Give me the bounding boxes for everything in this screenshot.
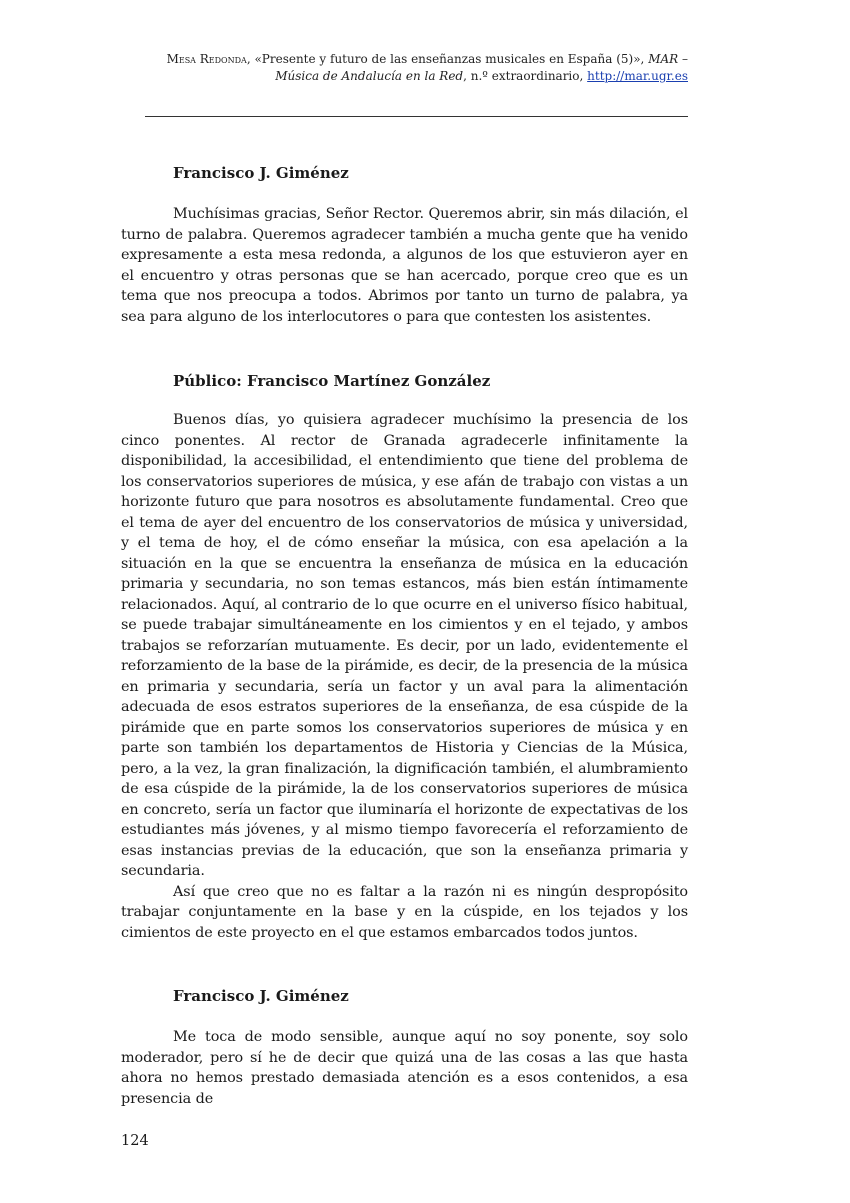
body-paragraph: Me toca de modo sensible, aunque aquí no soy ponente, soy solo moderador, pero sí he de decir que quizá una de las cosas a las que hasta ahora no hemos prestado demasiada atención es a esos contenidos, a esa presencia de (121, 1029, 688, 1107)
header-journal: MAR – Música de Andalucía en la Red (275, 52, 688, 83)
page-number: 124 (121, 1133, 149, 1149)
body-paragraph: Así que creo que no es faltar a la razón ni es ningún despropósito trabajar conjuntamente en la base y en la cúspide, en los tejados y los cimientos de este proyecto en el que estamos embarcados todos juntos. (121, 883, 688, 941)
body-paragraph: Muchísimas gracias, Señor Rector. Queremos abrir, sin más dilación, el turno de palabra. Queremos agradecer también a mucha gente que ha venido expresamente a esta mesa redonda, a algunos de los que estuvieron ayer en el encuentro y otras personas que se han acercado, porque creo que es un tema que nos preocupa a todos. Abrimos por tanto un turno de palabra, ya sea para alguno de los interlocutores o para que contesten los asistentes. (121, 206, 688, 325)
body-paragraph: Buenos días, yo quisiera agradecer muchísimo la presencia de los cinco ponentes. Al rector de Granada agradecerle infinitamente la disponibilidad, la accesibilidad, el entendimiento que tiene del problema de los conservatorios superiores de música, y ese afán de trabajo con vistas a un horizonte futuro que para nosotros es absolutamente fundamental. Creo que el tema de ayer del encuentro de los conservatorios de música y universidad, y el tema de hoy, el de cómo enseñar la música, con esa apelación a la situación en la que se encuentra la enseñanza de música en la educación primaria y secundaria, no son temas estancos, más bien están íntimamente relacionados. Aquí, al contrario de lo que ocurre en el universo físico habitual, se puede trabajar simultáneamente en los cimientos y en el tejado, y ambos trabajos se reforzarían mutuamente. Es decir, por un lado, evidentemente el reforzamiento de la base de la pirámide, es decir, de la presencia de la música en primaria y secundaria, sería un factor y un aval para la alimentación adecuada de esos estratos superiores de la enseñanza, de esa cúspide de la pirámide que en parte somos los conservatorios superiores de música y en parte son también los departamentos de Historia y Ciencias de la Música, pero, a la vez, la gran finalización, la dignificación también, el alumbramiento de esa cúspide de la pirámide, la de los conservatorios superiores de música en concreto, sería un factor que iluminaría el horizonte de expectativas de los estudiantes más jóvenes, y al mismo tiempo favorecería el reforzamiento de esas instancias previas de la educación, que son la enseñanza primaria y secundaria. (121, 412, 688, 879)
speaker-heading: Francisco J. Giménez (173, 164, 349, 182)
speaker-heading: Francisco J. Giménez (173, 987, 349, 1005)
running-header (120, 51, 688, 85)
document-body (121, 162, 688, 1109)
header-issue: , n.º extraordinario, (463, 69, 588, 83)
header-title: , «Presente y futuro de las enseñanzas musicales en España (5)», (246, 52, 649, 66)
header-url-link[interactable]: http://mar.ugr.es (587, 69, 688, 83)
header-divider (145, 116, 688, 117)
header-author: Mesa Redonda (166, 52, 247, 66)
speaker-heading: Público: Francisco Martínez González (173, 372, 491, 390)
